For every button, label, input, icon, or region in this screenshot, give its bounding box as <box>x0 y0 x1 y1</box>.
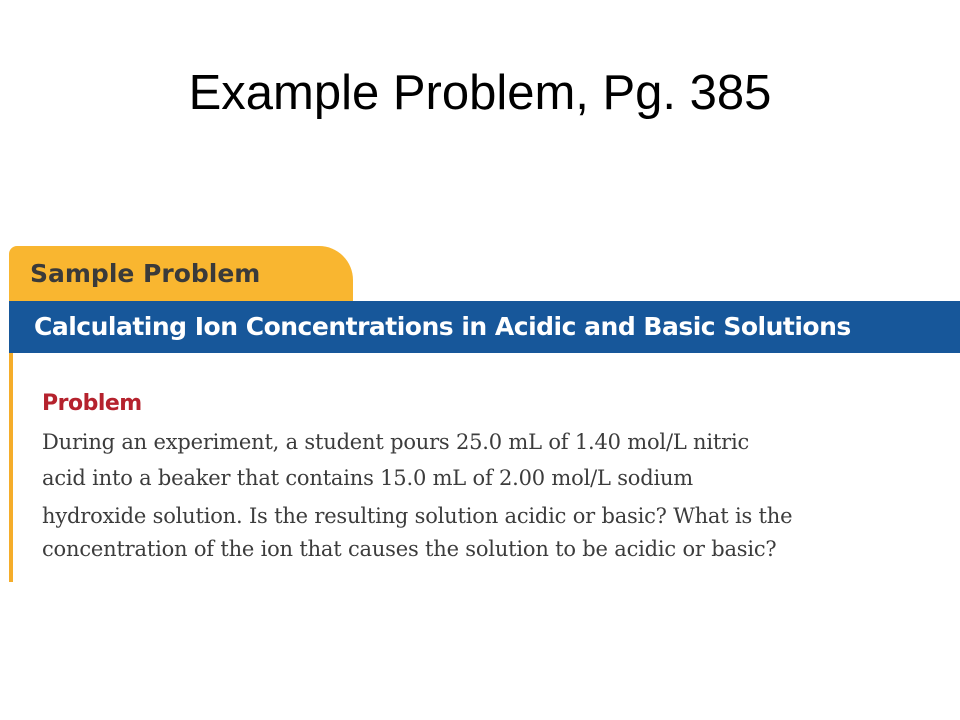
banner-title: Calculating Ion Concentrations in Acidic and Basic Solutions <box>34 312 851 341</box>
problem-text-line: hydroxide solution. Is the resulting solution acidic or basic? What is the <box>42 504 793 528</box>
problem-text-line: During an experiment, a student pours 25.0 mL of 1.40 mol/L nitric <box>42 430 750 454</box>
sample-problem-label: Sample Problem <box>30 259 261 288</box>
textbook-clipping <box>0 246 960 582</box>
problem-text-line: concentration of the ion that causes the solution to be acidic or basic? <box>42 537 777 561</box>
problem-text-line: acid into a beaker that contains 15.0 mL of 2.00 mol/L sodium <box>42 466 694 490</box>
problem-heading: Problem <box>42 391 142 416</box>
title-banner <box>9 301 960 353</box>
slide-title: Example Problem, Pg. 385 <box>188 66 772 120</box>
sample-problem-tab <box>9 246 353 302</box>
